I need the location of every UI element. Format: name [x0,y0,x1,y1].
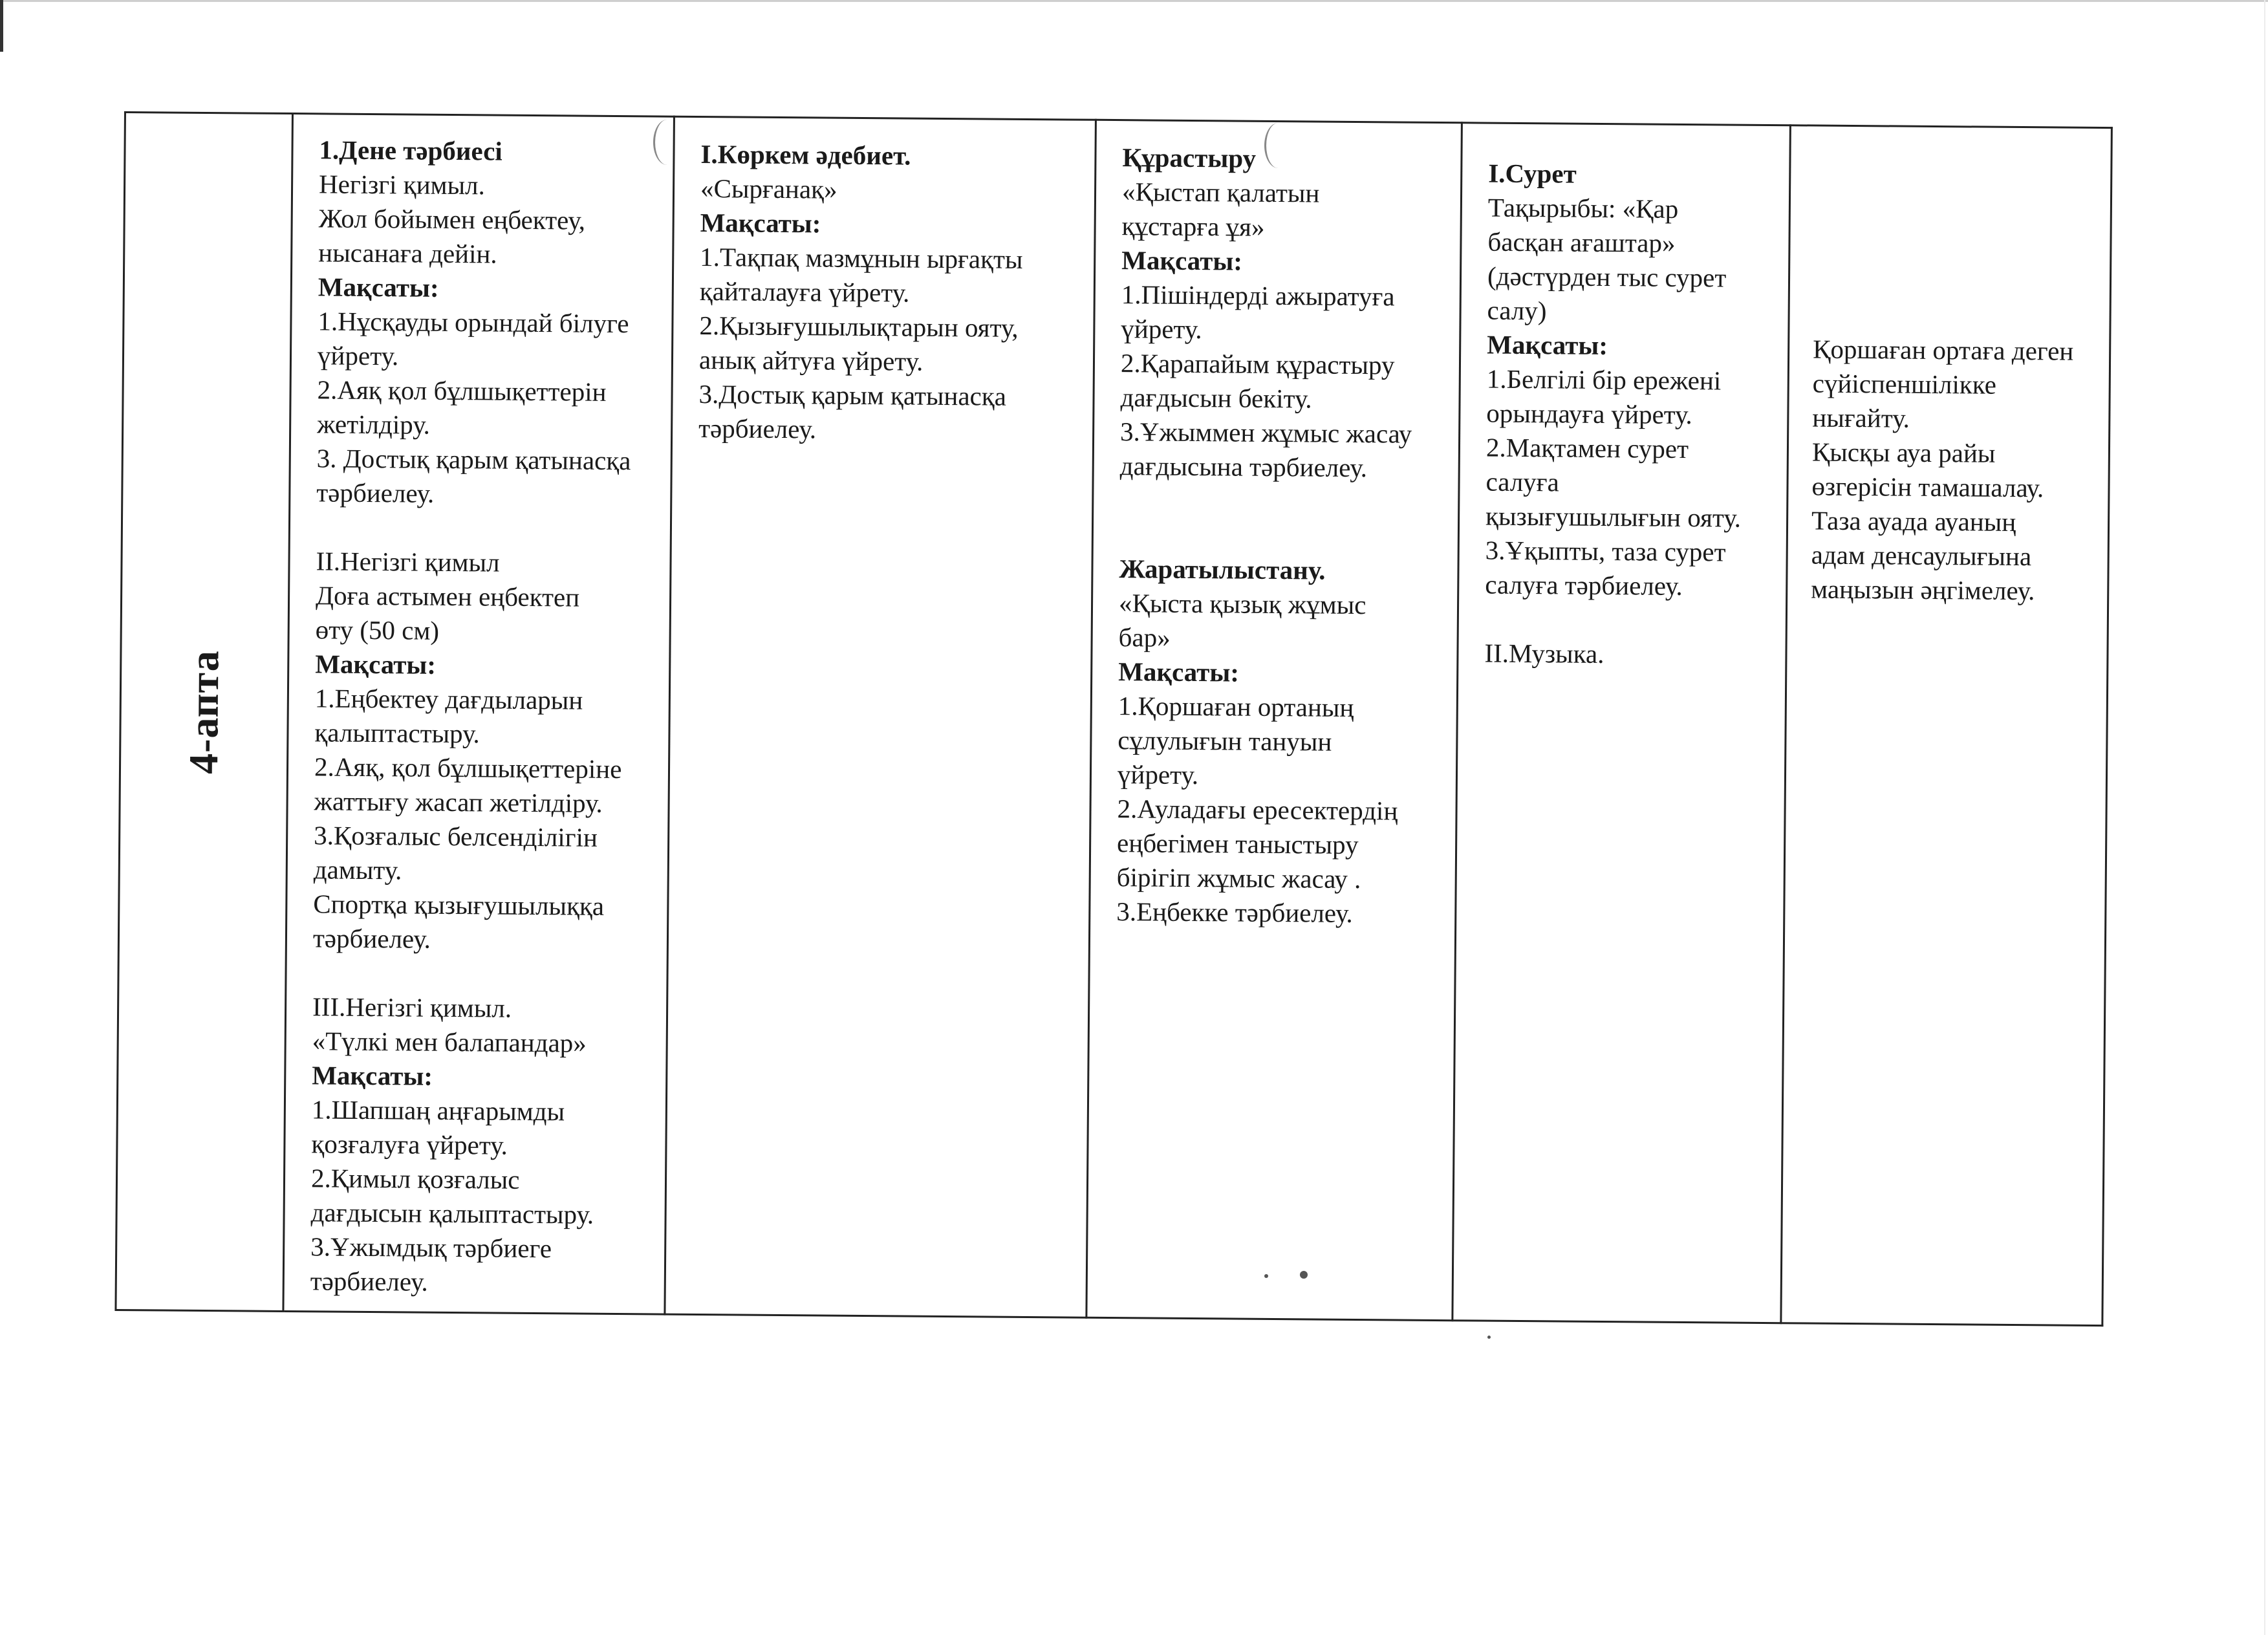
section-heading: Құрастыру [1122,142,1257,173]
text-line: Доға астымен еңбектеп [315,580,580,612]
text-line: бірігіп жұмыс жасау . [1116,862,1361,894]
text-line: «Қыста қызық жұмыс [1118,588,1366,620]
text-line: ІІІ.Негізгі қимыл. [312,991,512,1023]
text-line: Қоршаған ортаға деген [1813,334,2074,366]
text-line: адам денсаулығына [1811,539,2032,572]
text-line: салу) [1487,295,1547,326]
section-heading: Мақсаты: [700,208,821,239]
text-line: тәрбиелеу. [312,923,431,954]
scan-speck [1300,1271,1308,1279]
text-line: анық айтуға үйрету. [698,344,923,376]
text-line: үйрету. [1117,759,1199,790]
text-line: өзгерісін тамашалау. [1811,471,2044,503]
text-line: өту (50 см) [315,614,440,645]
text-line: нығайту. [1812,402,1910,433]
text-line: дағдысын қалыптастыру. [310,1197,594,1229]
blank-line [1119,517,1445,554]
column-content [698,137,1082,449]
text-line: орындауға үйрету. [1486,398,1692,430]
column-content [310,133,660,1301]
scan-edge-right [2264,0,2265,1635]
section-heading: Мақсаты: [1487,329,1608,361]
text-line: тәрбиелеу. [698,413,817,444]
section-heading: Жаратылыстану. [1119,554,1326,585]
text-line: қайталауға үйрету. [699,276,910,308]
section-heading: Мақсаты: [312,1060,433,1091]
text-line: Тақырыбы: «Қар [1487,192,1679,224]
text-line: 1.Нұсқауды орындай білуге [318,306,629,339]
column-content [1811,332,2096,609]
text-line: 2.Қарапайым құрастыру [1120,348,1395,380]
scan-speck [1264,1274,1268,1278]
text-line: «Түлкі мен балапандар» [312,1026,587,1058]
text-line: құстарға ұя» [1121,211,1265,242]
text-line: жетілдіру. [317,409,431,440]
text-line: маңызын әңгімелеу. [1811,574,2035,606]
text-line: ІІ.Музыка. [1484,638,1604,669]
column-literature [665,116,1097,1319]
text-line: Спортқа қызығушылыққа [313,889,605,921]
text-line: 3.Еңбекке тәрбиелеу. [1116,896,1353,928]
text-line: 1.Шапшаң аңғарымды [311,1094,565,1127]
text-line: 1.Пішіндерді ажыратуға [1121,279,1395,312]
text-line: 3. Достық қарым қатынасқа [316,443,631,476]
text-line: сұлулығын тануын [1118,725,1332,757]
column-physical-education [284,113,675,1316]
text-line: сүйіспеншілікке [1812,368,1997,400]
text-line: қызығушылығын ояту. [1485,501,1742,533]
text-line: бар» [1118,622,1171,653]
section-heading: І.Сурет [1488,158,1577,189]
text-line: нысанаға дейін. [318,237,497,269]
text-line: дағдысын бекіту. [1120,382,1312,414]
section-heading: Мақсаты: [1121,245,1243,276]
section-heading: 1.Дене тәрбиесі [319,135,502,166]
text-line: 1.Еңбектеу дағдыларын [314,683,583,715]
column-construction-nature [1087,119,1463,1321]
text-line: 2.Аяқ, қол бұлшықеттеріне [314,752,622,785]
section-heading: Мақсаты: [318,272,439,303]
text-line: 1.Тақпақ мазмұнын ырғақты [700,241,1023,274]
text-line: дамыту. [313,854,402,885]
text-line: 2.Ауладағы ересектердің [1117,794,1398,826]
text-line: тәрбиелеу. [316,477,435,508]
text-line: «Қыстап қалатын [1121,177,1320,208]
text-line: үйрету. [1121,314,1202,345]
text-line: тәрбиелеу. [310,1266,428,1297]
text-line: Қысқы ауа райы [1811,437,1996,468]
column-environment [1782,124,2113,1326]
text-line: басқан ағаштар» [1487,226,1676,258]
text-line: салуға [1485,466,1559,497]
section-heading: Мақсаты: [315,649,437,680]
blank-line [1485,602,1773,638]
blank-line [1119,483,1445,520]
text-line: қалыптастыру. [314,717,480,749]
scan-edge-mark [0,0,3,52]
column-content [1484,157,1776,673]
text-line: ІІ.Негізгі қимыл [316,546,500,578]
column-drawing-music [1453,122,1791,1324]
text-line: (дәстүрден тыс сурет [1487,261,1727,293]
scan-speck [1487,1336,1491,1339]
week-cell [114,111,294,1312]
text-line: 2.Мақтамен сурет [1485,432,1689,464]
text-line: Таза ауада ауаның [1811,505,2016,537]
text-line: еңбегімен таныстыру [1116,828,1359,860]
section-heading: Мақсаты: [1118,656,1240,688]
text-line: Жол бойымен еңбектеу, [318,203,586,235]
column-content [1116,140,1448,931]
text-line: 2.Қызығушылықтарын ояту, [699,310,1019,343]
scan-artifact-mark [1264,123,1292,168]
text-line: 3.Ұқыпты, таза сурет [1485,535,1726,567]
text-line: 3.Қозғалыс белсенділігін [314,820,598,852]
text-line: жаттығу жасап жетілдіру. [314,786,603,818]
text-line: 3.Ұжымдық тәрбиеге [310,1231,552,1264]
text-line: 2.Қимыл қозғалыс [310,1163,520,1195]
text-line: Негізгі қимыл. [318,169,486,200]
text-line: 3.Достық қарым қатынасқа [698,378,1007,411]
text-line: 2.Аяқ қол бұлшықеттерін [317,374,607,407]
text-line: 3.Ұжыммен жұмыс жасау [1119,417,1412,449]
text-line: 1.Белгілі бір ережені [1486,363,1722,396]
scan-edge-top [0,0,2268,2]
text-line: 1.Қоршаған ортаның [1118,691,1354,722]
text-line: салуға тәрбиелеу. [1485,569,1683,601]
text-line: үйрету. [317,340,399,371]
section-heading: І.Көркем әдебиет. [700,139,911,171]
blank-line [316,510,657,547]
text-line: «Сырғанақ» [700,173,837,204]
text-line: қозғалуға үйрету. [311,1129,508,1160]
weekly-plan-table [114,111,2113,1362]
week-label: 4-апта [180,649,228,774]
text-line: дағдысына тәрбиелеу. [1119,451,1368,483]
scan-artifact-mark [653,120,681,165]
blank-line [312,955,653,992]
